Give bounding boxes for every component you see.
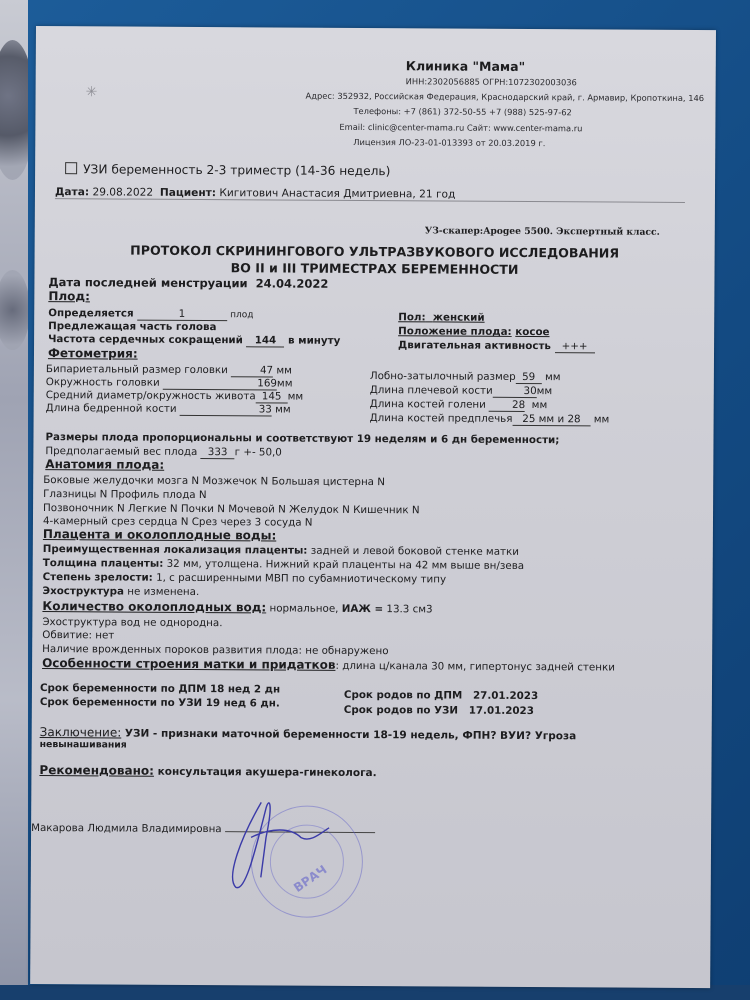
- recommendation: Рекомендовано: консультация акушера-гинеколога.: [39, 763, 377, 780]
- clinic-address: Адрес: 352932, Российская Федерация, Краснодарский край, г. Армавир, Кропоткина, 146: [305, 90, 705, 104]
- protocol-title-2: ВО II и III ТРИМЕСТРАХ БЕРЕМЕННОСТИ: [230, 260, 519, 277]
- placenta-heading: Плацента и околоплодные воды:: [42, 527, 277, 543]
- clinic-email: Email: clinic@center-mama.ru Сайт: www.center-mama.ru: [339, 121, 583, 134]
- fetus-presenting: Предлежащая часть голова: [48, 320, 217, 334]
- fluid-echo: Эхоструктура вод не однородна.: [42, 616, 223, 630]
- document-icon: [65, 162, 77, 174]
- placenta-location: Преимущественная локализация плаценты: задней и левой боковой стенке матки: [42, 543, 519, 558]
- doctor-stamp: ВРАЧ: [251, 805, 364, 918]
- uterus-features: Особенности строения матки и придатков: длина ц/канала 30 мм, гипертонус задней стенки: [42, 656, 615, 674]
- fetus-heart-rate: Частота сердечных сокращений 144 в минуту: [48, 333, 341, 347]
- clinic-name: Клиника "Мама": [405, 58, 526, 74]
- doctor-name: Макарова Людмила Владимировна: [31, 822, 375, 836]
- placenta-maturity: Степень зрелости: 1, с расширенными МВП по субамниотическому типу: [42, 571, 447, 586]
- fetus-position: Положение плода: косое: [398, 325, 550, 339]
- proportional-statement: Размеры плода пропорциональны и соответствуют 19 неделям и 6 дн беременности;: [45, 431, 560, 447]
- anatomy-line: Боковые желудочки мозга N Мозжечок N Большая цистерна N: [43, 474, 386, 489]
- ga-ultrasound: Срок беременности по УЗИ 19 нед 6 дн.: [39, 696, 280, 710]
- anatomy-heading: Анатомия плода:: [45, 457, 165, 472]
- estimated-weight: Предполагаемый вес плода 333 г +- 50,0: [45, 445, 282, 459]
- fetometry-row: Средний диаметр/окружность живота 145 мм: [45, 389, 304, 403]
- fetometry-row: Окружность головки 169мм: [45, 376, 293, 390]
- fetus-count: Определяется 1 плод: [48, 307, 254, 321]
- clinic-phones: Телефоны: +7 (861) 372-50-55 +7 (988) 525-97-62: [353, 105, 572, 118]
- fetometry-heading: Фетометрия:: [47, 346, 138, 361]
- edd-ultrasound: Срок родов по УЗИ 17.01.2023: [343, 703, 534, 718]
- amniotic-fluid: Количество околоплодных вод: нормальное, ИАЖ = 13.3 см3: [42, 599, 433, 616]
- document-title: УЗИ беременность 2-3 триместр (14-36 недель): [65, 161, 390, 178]
- ga-lmp: Срок беременности по ДПМ 18 нед 2 дн: [39, 682, 281, 696]
- anatomy-line: 4-камерный срез сердца N Срез через 3 сосуда N: [42, 515, 313, 529]
- clinic-license: Лицензия ЛО-23-01-013393 от 20.03.2019 г.: [353, 136, 546, 149]
- fetometry-row: Длина плечевой кости 30мм: [369, 384, 553, 398]
- anatomy-line: Глазницы N Профиль плода N: [43, 488, 207, 502]
- scanner-info: УЗ-скапер:Apogee 5500. Экспертный класс.: [424, 225, 660, 238]
- fetometry-row: Длина бедренной кости 33 мм: [45, 402, 291, 416]
- cord-entanglement: Обвитие: нет: [42, 629, 115, 642]
- fetus-heading: Плод:: [48, 289, 90, 304]
- medical-document: [30, 26, 716, 988]
- lmp-row: Дата последней менструации 24.04.2022: [48, 275, 329, 291]
- conclusion-cont: невынашивания: [39, 739, 127, 751]
- conclusion: Заключение: УЗИ - признаки маточной беременности 18-19 недель, ФПН? ВУИ? Угроза: [39, 725, 577, 743]
- date-patient-row: Дата: 29.08.2022 Пациент: Кигитович Анастасия Дмитриевна, 21 год: [54, 186, 456, 201]
- placenta-thickness: Толщина плаценты: 32 мм, утолщена. Нижний край плаценты на 42 мм выше вн/зева: [42, 557, 525, 572]
- congenital-defects: Наличие врожденных пороков развития плода: не обнаружено: [42, 643, 389, 658]
- edd-lmp: Срок родов по ДПМ 27.01.2023: [343, 688, 539, 703]
- anatomy-line: Позвоночник N Легкие N Почки N Мочевой N Желудок N Кишечник N: [43, 502, 420, 517]
- signature-icon: [221, 797, 332, 898]
- clinic-inn: ИНН:2302056885 ОГРН:1072302003036: [405, 76, 577, 88]
- watermark-icon: ✳: [85, 84, 98, 101]
- fetus-activity: Двигательная активность +++: [398, 339, 595, 353]
- fetometry-row: Длина костей голени 28 мм: [369, 398, 548, 412]
- fetus-sex: Пол: женский: [398, 311, 485, 324]
- placenta-echo: Эхоструктура не изменена.: [42, 585, 200, 599]
- protocol-title-1: ПРОТОКОЛ СКРИНИНГОВОГО УЛЬТРАЗВУКОВОГО ИССЛЕДОВАНИЯ: [130, 242, 620, 261]
- fetometry-row: Длина костей предплечья 25 мм и 28 мм: [369, 412, 610, 426]
- fetometry-row: Лобно-затылочный размер 59 мм: [369, 370, 561, 384]
- fetometry-row: Бипариетальный размер головки 47 мм: [45, 363, 292, 377]
